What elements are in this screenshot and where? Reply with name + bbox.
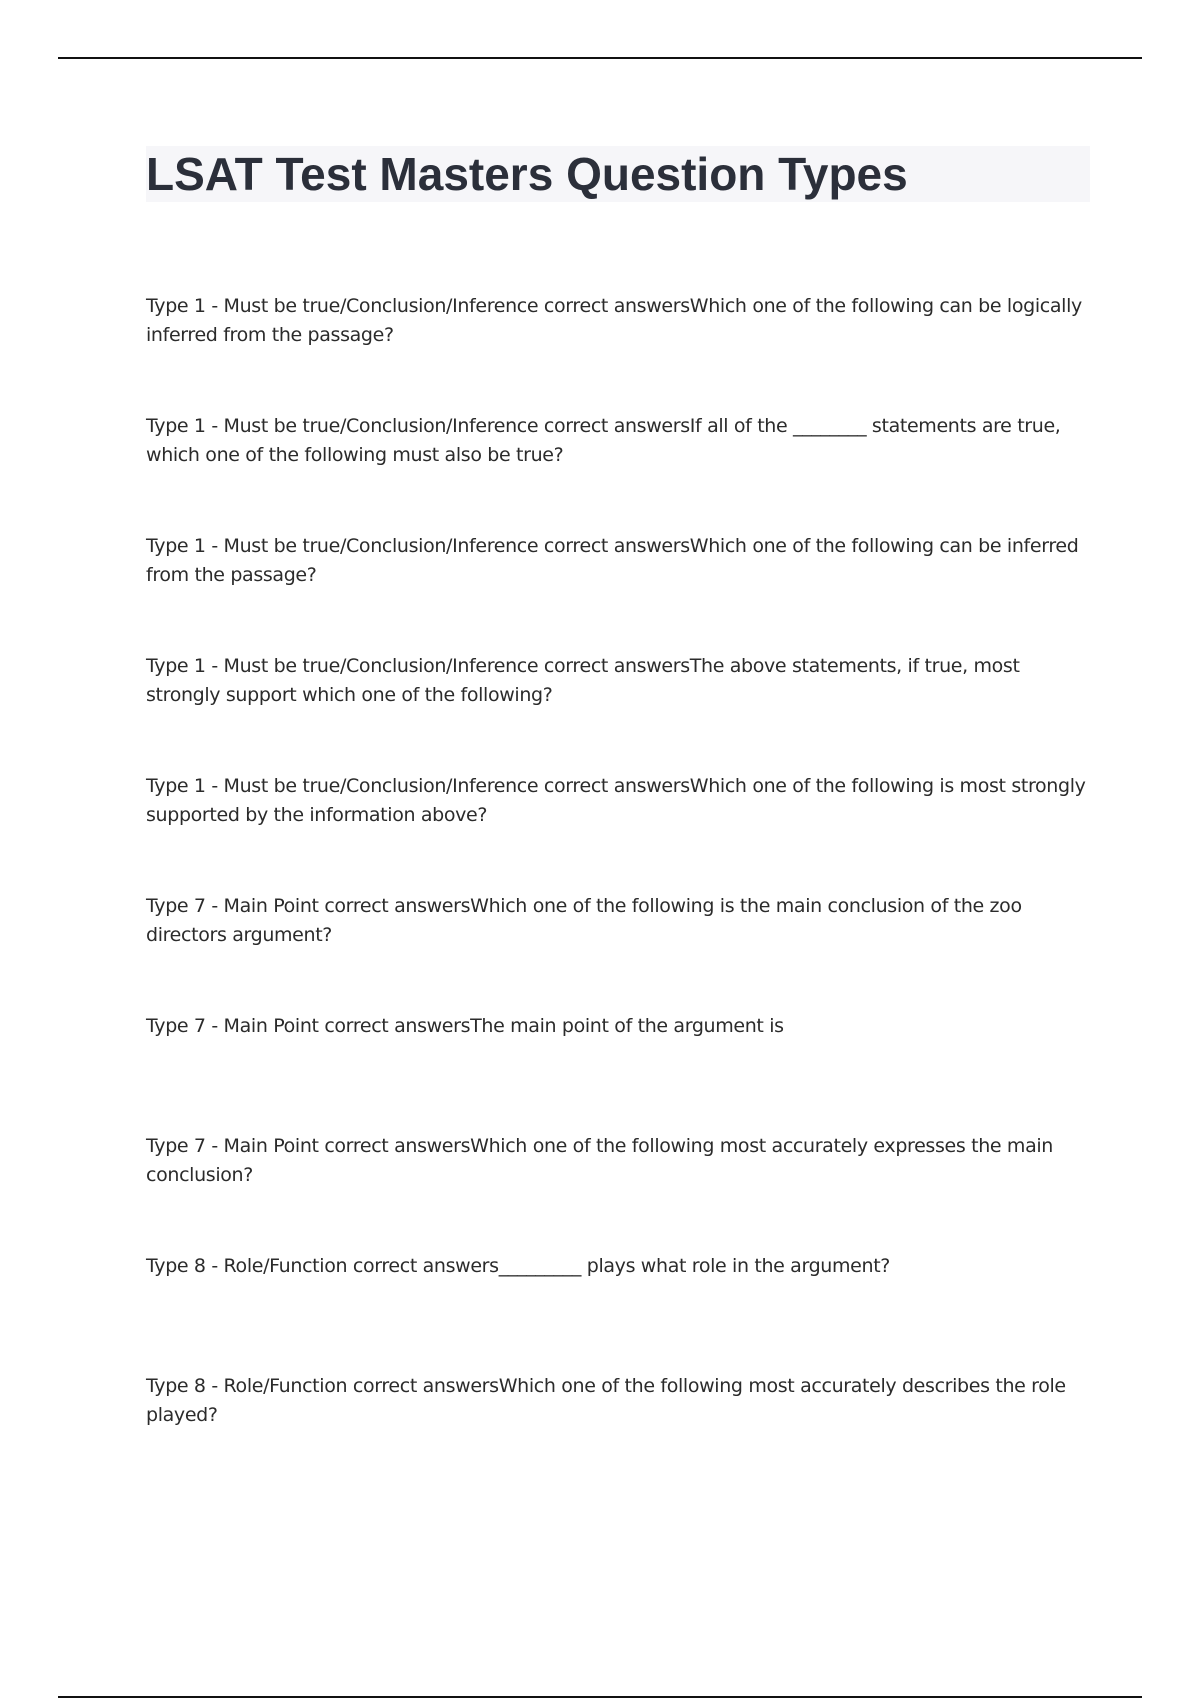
qa-entry-1 [146,292,1086,412]
qa-entry-6 [146,892,1086,1012]
entry-type-label: Type 1 - Must be true/Conclusion/Inference correct answers [146,295,690,317]
entry-type-label: Type 1 - Must be true/Conclusion/Inference correct answers [146,535,690,557]
question-type-list [146,292,1086,1492]
qa-entry-4 [146,652,1086,772]
qa-entry-2 [146,412,1086,532]
entry-question: Which one of the following most accurately describes the role played? [146,1375,1066,1426]
entry-type-label: Type 8 - Role/Function correct answers [146,1375,499,1397]
qa-entry-5 [146,772,1086,892]
entry-question: Which one of the following is most strongly supported by the information above? [146,775,1086,826]
entry-type-label: Type 8 - Role/Function correct answers [146,1255,499,1277]
entry-question: _________ plays what role in the argument? [498,1255,891,1277]
qa-entry-3 [146,532,1086,652]
entry-type-label: Type 1 - Must be true/Conclusion/Inference correct answers [146,415,690,437]
entry-type-label: Type 7 - Main Point correct answers [146,1015,471,1037]
entry-type-label: Type 1 - Must be true/Conclusion/Inference correct answers [146,775,690,797]
entry-question: If all of the ________ statements are true, which one of the following must also be true? [146,415,1061,466]
qa-entry-9 [146,1252,1086,1372]
entry-type-label: Type 7 - Main Point correct answers [146,1135,471,1157]
qa-entry-10 [146,1372,1086,1492]
entry-type-label: Type 7 - Main Point correct answers [146,895,471,917]
bottom-rule [58,1696,1142,1698]
entry-question: Which one of the following most accurately expresses the main conclusion? [146,1135,1053,1186]
qa-entry-8 [146,1132,1086,1252]
entry-question: The above statements, if true, most strongly support which one of the following? [146,655,1020,706]
entry-type-label: Type 1 - Must be true/Conclusion/Inference correct answers [146,655,690,677]
entry-question: Which one of the following can be logically inferred from the passage? [146,295,1082,346]
top-rule [58,57,1142,59]
entry-question: Which one of the following can be inferred from the passage? [146,535,1079,586]
entry-question: The main point of the argument is [470,1015,784,1037]
document-title: LSAT Test Masters Question Types [146,148,908,200]
qa-entry-7 [146,1012,1086,1132]
entry-question: Which one of the following is the main conclusion of the zoo directors argument? [146,895,1022,946]
